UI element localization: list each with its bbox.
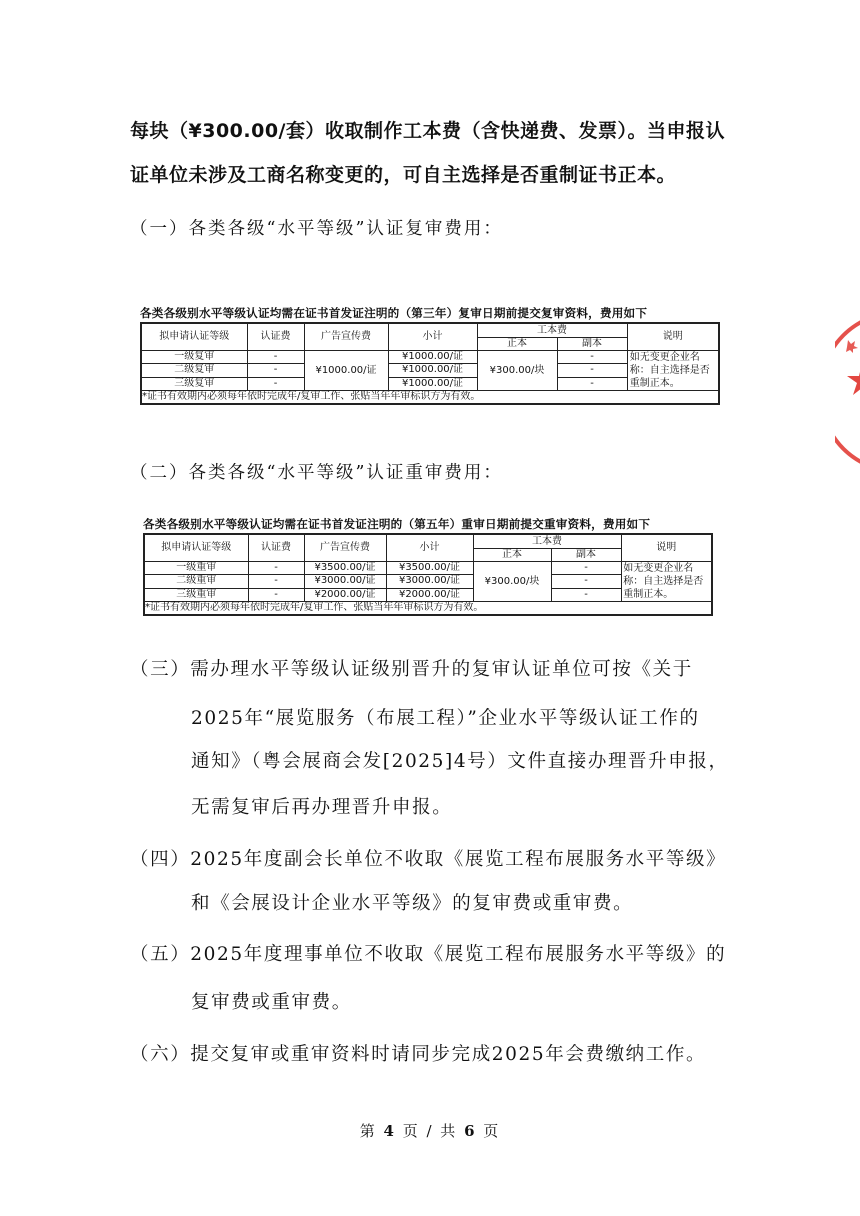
header-level: 拟申请认证等级 <box>144 534 248 562</box>
page-footer <box>0 1120 860 1141</box>
section6-line-1: （六）提交复审或重审资料时请同步完成2025年会费缴纳工作。 <box>130 1044 707 1065</box>
row-ad-fee: ¥3000.00/证 <box>304 575 386 588</box>
row-copy: - <box>557 364 627 377</box>
header-ad-fee: 广告宣传费 <box>304 534 386 562</box>
row-subtotal: ¥3000.00/证 <box>386 575 473 588</box>
reassess-fee-table-block <box>143 516 713 616</box>
review-fee-table-block <box>140 305 720 405</box>
header-cert-fee: 认证费 <box>247 323 304 351</box>
table-note: *证书有效期内必须每年依时完成年/复审工作、张贴当年年审标识方为有效。 <box>141 391 719 405</box>
review-fee-table-title: 各类各级别水平等级认证均需在证书首发证注明的（第三年）复审日期前提交复审资料，费用如下 <box>140 306 648 320</box>
header-level: 拟申请认证等级 <box>141 323 247 351</box>
section3-line-4: 无需复审后再办理晋升申报。 <box>191 797 453 818</box>
row-level: 二级重审 <box>144 575 248 588</box>
header-remark: 说明 <box>627 323 719 351</box>
table-header-row <box>144 534 712 549</box>
review-fee-table <box>140 322 720 405</box>
section4-line-2: 和《会展设计企业水平等级》的复审费或重审费。 <box>191 893 634 914</box>
header-copy: 副本 <box>557 338 627 351</box>
footer-middle: 页 / 共 <box>402 1122 458 1140</box>
row-cert-fee: - <box>247 377 304 390</box>
row-level: 一级复审 <box>141 351 247 364</box>
row-cert-fee: - <box>247 364 304 377</box>
row-level: 三级重审 <box>144 588 248 601</box>
section5-line-1: （五）2025年度理事单位不收取《展览工程布展服务水平等级》的 <box>130 944 727 965</box>
row-subtotal: ¥1000.00/证 <box>388 377 477 390</box>
row-level: 一级重审 <box>144 562 248 575</box>
row-cert-fee: - <box>248 562 304 575</box>
row-cert-fee: - <box>247 351 304 364</box>
header-cost-fee: 工本费 <box>477 323 627 338</box>
table-row <box>141 351 719 364</box>
section3-line-3: 通知》（粤会展商会发[2025]4号）文件直接办理晋升申报， <box>191 751 729 772</box>
row-subtotal: ¥2000.00/证 <box>386 588 473 601</box>
header-cost-fee: 工本费 <box>473 534 621 549</box>
header-original: 正本 <box>473 549 551 562</box>
remark-text: 如无变更企业名称：自主选择是否重制正本。 <box>629 352 710 389</box>
header-subtotal: 小计 <box>388 323 477 351</box>
header-cert-fee: 认证费 <box>248 534 304 562</box>
merged-ad-fee: ¥1000.00/证 <box>304 351 388 391</box>
remark-text: 如无变更企业名称：自主选择是否重制正本。 <box>623 563 704 600</box>
row-level: 三级复审 <box>141 377 247 390</box>
seal-stamp-icon <box>835 312 860 472</box>
row-subtotal: ¥1000.00/证 <box>388 364 477 377</box>
row-copy: - <box>551 562 621 575</box>
row-level: 二级复审 <box>141 364 247 377</box>
row-ad-fee: ¥2000.00/证 <box>304 588 386 601</box>
reassess-fee-table-title: 各类各级别水平等级认证均需在证书首发证注明的（第五年）重审日期前提交重审资料，费用如下 <box>143 517 651 531</box>
table-note-row <box>141 391 719 405</box>
section5-line-2: 复审费或重审费。 <box>191 992 352 1013</box>
row-copy: - <box>557 377 627 390</box>
header-subtotal: 小计 <box>386 534 473 562</box>
row-copy: - <box>557 351 627 364</box>
section3-line-2: 2025年“展览服务（布展工程）”企业水平等级认证工作的 <box>191 708 700 729</box>
section4-line-1: （四）2025年度副会长单位不收取《展览工程布展服务水平等级》 <box>130 849 727 870</box>
footer-page-number: 4 <box>383 1122 396 1140</box>
header-ad-fee: 广告宣传费 <box>304 323 388 351</box>
section2-heading: （二）各类各级“水平等级”认证重审费用： <box>130 463 503 483</box>
merged-original-fee: ¥300.00/块 <box>473 562 551 602</box>
section1-heading: （一）各类各级“水平等级”认证复审费用： <box>130 219 503 239</box>
intro-line-1: 每块（¥300.00/套）收取制作工本费（含快递费、发票）。当申报认 <box>130 120 725 142</box>
row-cert-fee: - <box>248 588 304 601</box>
merged-original-fee: ¥300.00/块 <box>477 351 557 391</box>
row-subtotal: ¥3500.00/证 <box>386 562 473 575</box>
footer-prefix: 第 <box>359 1122 377 1140</box>
reassess-fee-table <box>143 533 713 616</box>
merged-remark <box>627 351 719 391</box>
header-copy: 副本 <box>551 549 621 562</box>
intro-line-2: 证单位未涉及工商名称变更的，可自主选择是否重制证书正本。 <box>130 164 677 186</box>
merged-remark <box>621 562 712 602</box>
table-header-row <box>141 323 719 338</box>
row-ad-fee: ¥3500.00/证 <box>304 562 386 575</box>
row-subtotal: ¥1000.00/证 <box>388 351 477 364</box>
section3-line-1: （三）需办理水平等级认证级别晋升的复审认证单位可按《关于 <box>130 659 693 680</box>
table-note: *证书有效期内必须每年依时完成年/复审工作、张贴当年年审标识方为有效。 <box>144 602 712 616</box>
header-original: 正本 <box>477 338 557 351</box>
footer-total-pages: 6 <box>464 1122 477 1140</box>
footer-suffix: 页 <box>483 1122 501 1140</box>
header-remark: 说明 <box>621 534 712 562</box>
row-cert-fee: - <box>248 575 304 588</box>
table-note-row <box>144 602 712 616</box>
row-copy: - <box>551 588 621 601</box>
table-row <box>144 562 712 575</box>
row-copy: - <box>551 575 621 588</box>
